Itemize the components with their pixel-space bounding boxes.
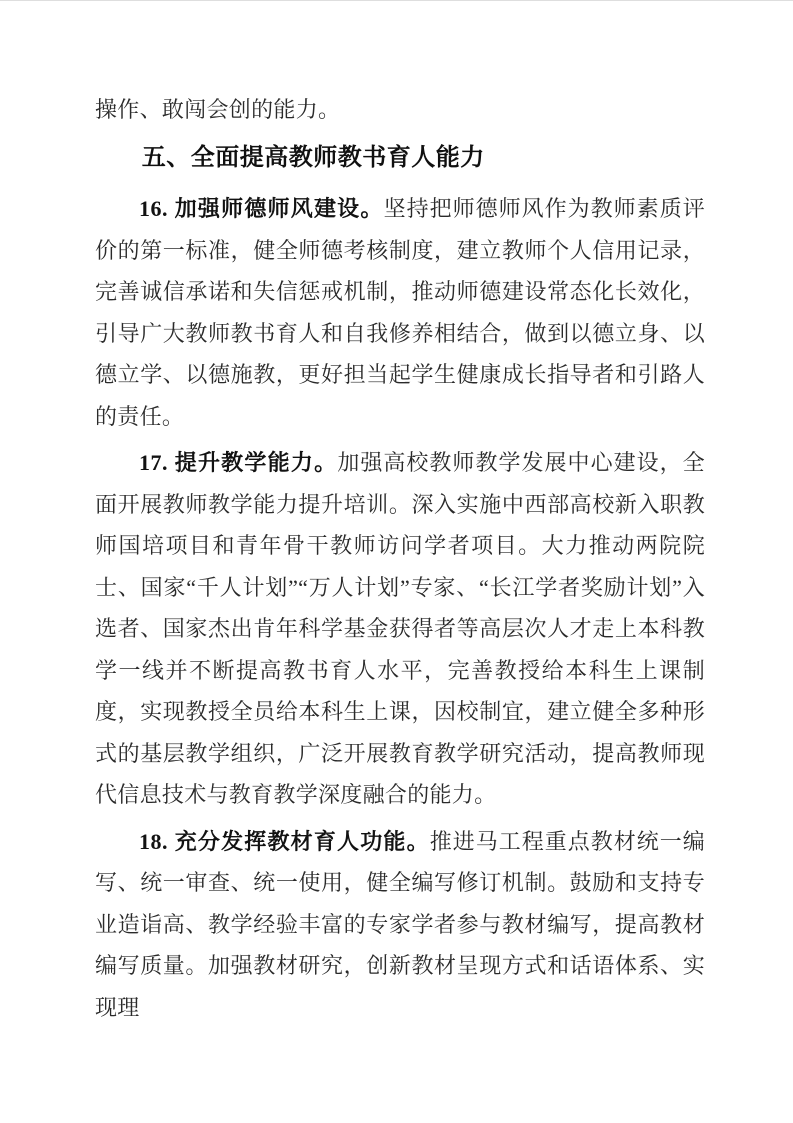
paragraph-18-body: 推进马工程重点教材统一编写、统一审查、统一使用，健全编写修订机制。鼓励和支持专业造诣高、教学经验丰富的专家学者参与教材编写，提高教材编写质量。加强教材研究，创新教材呈现方式和话语体系、实现理: [95, 828, 705, 1020]
continuation-paragraph: 操作、敢闯会创的能力。: [95, 97, 341, 122]
paragraph-18: [95, 821, 705, 1029]
paragraph-18-lead: 18. 充分发挥教材育人功能。: [139, 828, 430, 854]
section-heading: 五、全面提高教师教书育人能力: [141, 143, 485, 171]
paragraph-16-body: 坚持把师德师风作为教师素质评价的第一标准，健全师德考核制度，建立教师个人信用记录，完善诚信承诺和失信惩戒机制，推动师德建设常态化长效化，引导广大教师教书育人和自我修养相结合，做到以德立身、以德立学、以德施教，更好担当起学生健康成长指导者和引路人的责任。: [95, 196, 705, 429]
paragraph-16: [95, 188, 705, 437]
paragraph-16-lead: 16. 加强师德师风建设。: [139, 196, 384, 221]
document-content: [95, 89, 705, 1033]
paragraph-17: [95, 442, 705, 816]
paragraph-17-lead: 17. 提升教学能力。: [139, 450, 338, 475]
paragraph-17-body: 加强高校教师教学发展中心建设，全面开展教师教学能力提升培训。深入实施中西部高校新入职教师国培项目和青年骨干教师访问学者项目。大力推动两院院士、国家“千人计划”“万人计划”专家、“长江学者奖励计划”入选者、国家杰出肯年科学基金获得者等高层次人才走上本科教学一线并不断提高教书育人水平，完善教授给本科生上课制度，实现教授全员给本科生上课，因校制宜，建立健全多种形式的基层教学组织，广泛开展教育教学研究活动，提高教师现代信息技术与教育教学深度融合的能力。: [95, 450, 705, 807]
